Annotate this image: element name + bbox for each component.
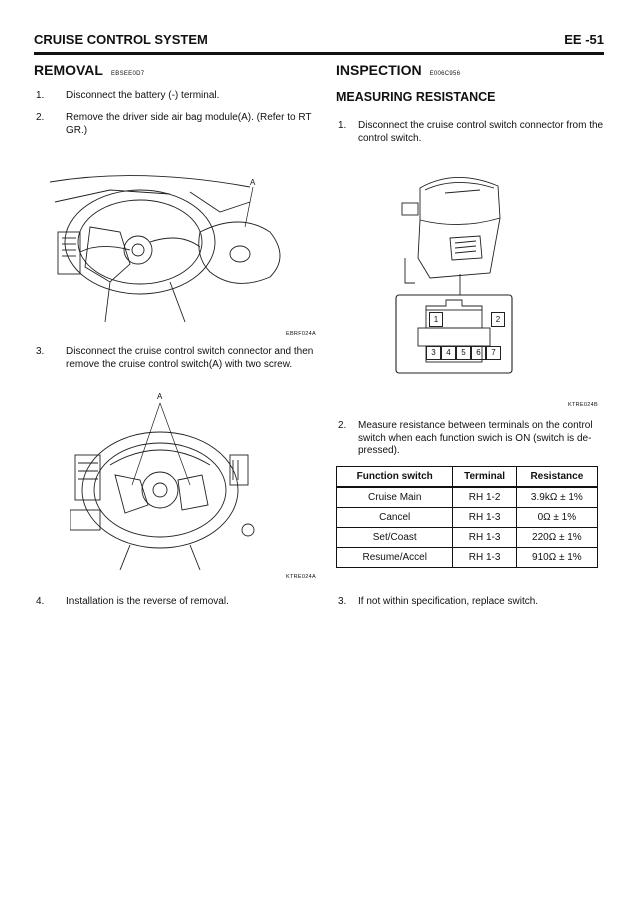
airbag-removal-illustration (50, 172, 320, 322)
step-number: 3. (338, 596, 347, 607)
step-number: 1. (36, 90, 45, 101)
step-number: 2. (338, 420, 347, 431)
table-cell: Cancel (337, 508, 453, 528)
removal-code: EBSEE0D7 (110, 71, 145, 77)
connector-pin: 6 (471, 346, 486, 360)
step-number: 4. (36, 596, 45, 607)
table-cell: Cruise Main (337, 487, 453, 508)
table-header-row (337, 467, 598, 488)
step-text: Disconnect the cruise control switch connector from the control switch. (358, 120, 604, 144)
step-text: Remove the driver side air bag module(A). (Refer to RT GR.) (66, 112, 312, 136)
inspection-heading (336, 62, 460, 78)
switch-connector-illustration (390, 168, 520, 376)
removal-heading (34, 62, 144, 78)
connector-pin: 7 (486, 346, 501, 360)
connector-pin: 4 (441, 346, 456, 360)
measuring-resistance-heading: MEASURING RESISTANCE (336, 90, 496, 104)
table-cell: 910Ω ± 1% (516, 548, 597, 568)
table-cell: RH 1-3 (453, 548, 516, 568)
table-cell: Resume/Accel (337, 548, 453, 568)
page-number: EE -51 (564, 32, 604, 47)
table-cell: 0Ω ± 1% (516, 508, 597, 528)
connector-bottom-row (426, 346, 501, 360)
table-cell: Set/Coast (337, 528, 453, 548)
column-header: Function switch (337, 467, 453, 488)
column-header: Terminal (453, 467, 516, 488)
column-header: Resistance (516, 467, 597, 488)
step-text: Measure resistance between terminals on the control switch when each function swich is ON (switch is de-pressed). (358, 420, 593, 456)
connector-pin: 5 (456, 346, 471, 360)
step-number: 1. (338, 120, 347, 131)
table-cell: 220Ω ± 1% (516, 528, 597, 548)
inspection-title: INSPECTION (336, 62, 422, 78)
inspection-code: E006C956 (429, 71, 461, 77)
step-number: 3. (36, 346, 45, 357)
connector-pin: 2 (491, 312, 505, 327)
table-row (337, 508, 598, 528)
fig2-code: KTRE024A (286, 574, 316, 580)
fig1-callout-a: A (250, 178, 256, 187)
table-cell: RH 1-3 (453, 508, 516, 528)
step-text: Disconnect the battery (-) terminal. (66, 90, 220, 101)
page-header (34, 30, 604, 55)
table-row (337, 528, 598, 548)
section-title: CRUISE CONTROL SYSTEM (34, 32, 208, 47)
table-cell: RH 1-3 (453, 528, 516, 548)
table-cell: 3.9kΩ ± 1% (516, 487, 597, 508)
step-text: Disconnect the cruise control switch connector and then remove the cruise control switch(A) with two screw. (66, 346, 314, 370)
step-text: If not within specification, replace switch. (358, 596, 539, 607)
connector-pin: 3 (426, 346, 441, 360)
resistance-spec-table (336, 466, 598, 568)
table-row (337, 548, 598, 568)
table-row (337, 487, 598, 508)
removal-title: REMOVAL (34, 62, 103, 78)
cruise-switch-removal-illustration (70, 395, 270, 570)
step-number: 2. (36, 112, 45, 123)
connector-pin: 1 (429, 312, 443, 327)
table-cell: RH 1-2 (453, 487, 516, 508)
fig1-code: EBRF024A (286, 331, 316, 337)
fig3-code: KTRE024B (568, 402, 598, 408)
step-text: Installation is the reverse of removal. (66, 596, 229, 607)
fig2-callout-a: A (157, 392, 163, 401)
